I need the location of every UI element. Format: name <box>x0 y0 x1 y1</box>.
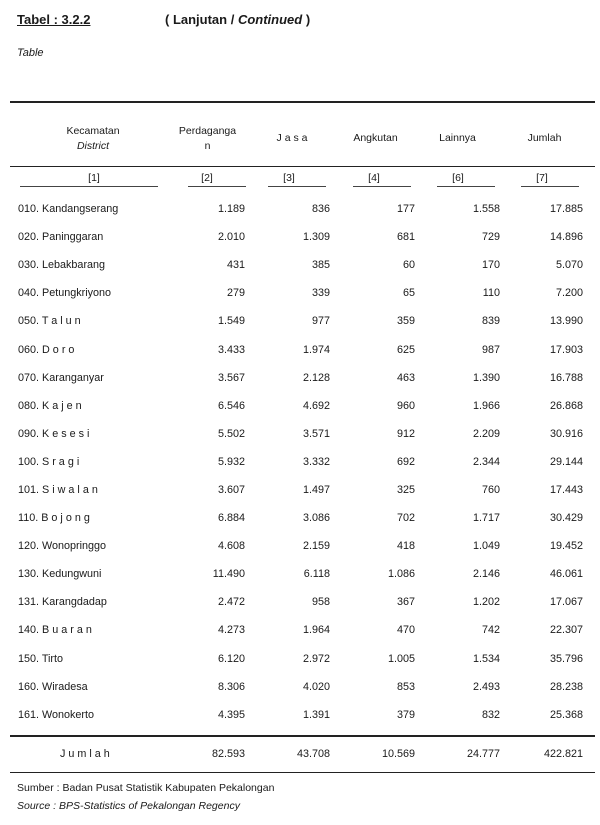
cell-c2: 1.189 <box>217 203 245 216</box>
data-table <box>18 195 583 729</box>
district-name: 160. Wiradesa <box>18 680 88 693</box>
cell-c3: 1.497 <box>302 483 330 496</box>
cell-c3: 1.964 <box>302 624 330 637</box>
cell-c7: 28.238 <box>549 680 583 693</box>
cell-c4: 177 <box>396 203 415 216</box>
cell-c3: 6.118 <box>303 568 330 581</box>
column-number-underline <box>353 186 411 187</box>
header-lainnya: Lainnya <box>439 132 476 144</box>
cell-c6: 760 <box>481 483 500 496</box>
district-name: 010. Kandangserang <box>18 203 119 216</box>
district-name: 150. Tirto <box>18 652 64 665</box>
column-number-underline <box>188 186 246 187</box>
cell-c4: 359 <box>396 315 415 328</box>
table-row <box>18 560 583 588</box>
top-rule <box>10 101 595 103</box>
cell-c4: 418 <box>396 540 415 553</box>
source-en: Source : BPS-Statistics of Pekalongan Regency <box>17 800 240 812</box>
table-row <box>18 335 583 363</box>
cell-c7: 19.452 <box>549 540 583 553</box>
district-name: 161. Wonokerto <box>18 708 95 721</box>
cell-c2: 2.472 <box>217 596 245 609</box>
cell-c7: 17.903 <box>549 343 583 356</box>
cell-c4: 325 <box>396 483 415 496</box>
table-row <box>18 476 583 504</box>
district-name: 131. Karangdadap <box>18 596 107 609</box>
district-name: 030. Lebakbarang <box>18 259 106 272</box>
cell-c3: 3.571 <box>302 427 330 440</box>
column-number-6: [6] <box>452 172 464 184</box>
table-row <box>18 251 583 279</box>
table-row <box>18 392 583 420</box>
district-name: 110. B o j o n g <box>18 512 90 525</box>
district-name: 070. Karanganyar <box>18 371 104 384</box>
cell-c6: 1.966 <box>472 399 500 412</box>
table-row <box>18 645 583 673</box>
total-jasa: 43.708 <box>296 748 330 760</box>
cell-c3: 3.086 <box>302 512 330 525</box>
cell-c6: 1.534 <box>472 652 500 665</box>
cell-c2: 3.607 <box>217 483 245 496</box>
cell-c6: 2.493 <box>472 680 500 693</box>
district-name: 050. T a l u n <box>18 315 81 328</box>
header-district: Kecamatan District <box>66 125 120 152</box>
cell-c3: 2.128 <box>302 371 330 384</box>
cell-c6: 839 <box>481 315 500 328</box>
header-perdagangan: Perdaganga n <box>178 125 237 152</box>
cell-c6: 832 <box>481 708 500 721</box>
cell-c7: 17.885 <box>549 203 583 216</box>
cell-c4: 367 <box>396 596 415 609</box>
column-number-3: [3] <box>283 172 295 184</box>
cell-c2: 4.608 <box>217 540 245 553</box>
district-name: 100. S r a g i <box>18 455 80 468</box>
cell-c4: 960 <box>396 399 415 412</box>
column-number-4: [4] <box>368 172 380 184</box>
cell-c3: 2.972 <box>302 652 330 665</box>
cell-c4: 463 <box>396 371 415 384</box>
total-label: J u m l a h <box>60 748 110 760</box>
continued-label: ( Lanjutan / Continued ) <box>165 12 311 27</box>
cell-c6: 2.146 <box>472 568 500 581</box>
cell-c2: 11.490 <box>212 568 245 581</box>
cell-c2: 2.010 <box>217 231 245 244</box>
cell-c3: 1.391 <box>302 708 330 721</box>
table-row <box>18 364 583 392</box>
cell-c4: 853 <box>396 680 415 693</box>
column-number-underline <box>20 186 158 187</box>
cell-c7: 5.070 <box>555 259 583 272</box>
cell-c3: 2.159 <box>302 540 330 553</box>
cell-c4: 625 <box>396 343 415 356</box>
cell-c2: 279 <box>226 287 245 300</box>
cell-c6: 987 <box>481 343 500 356</box>
cell-c7: 16.788 <box>549 371 583 384</box>
cell-c3: 4.692 <box>302 399 330 412</box>
district-name: 040. Petungkriyono <box>18 287 112 300</box>
header-jumlah: Jumlah <box>527 132 562 144</box>
cell-c3: 1.974 <box>302 343 330 356</box>
district-name: 090. K e s e s i <box>18 427 90 440</box>
table-number: Tabel : 3.2.2 <box>17 12 91 27</box>
cell-c7: 17.443 <box>549 483 583 496</box>
source-id: Sumber : Badan Pusat Statistik Kabupaten Pekalongan <box>17 782 275 794</box>
column-number-underline <box>437 186 495 187</box>
total-rule <box>10 735 595 737</box>
cell-c7: 30.429 <box>549 512 583 525</box>
cell-c7: 29.144 <box>549 455 583 468</box>
cell-c6: 2.344 <box>472 455 500 468</box>
cell-c7: 7.200 <box>555 287 583 300</box>
cell-c7: 30.916 <box>549 427 583 440</box>
cell-c2: 1.549 <box>217 315 245 328</box>
table-row <box>18 673 583 701</box>
column-number-1: [1] <box>88 172 100 184</box>
cell-c2: 5.502 <box>217 427 245 440</box>
cell-c3: 4.020 <box>302 680 330 693</box>
table-row <box>18 532 583 560</box>
header-rule <box>10 166 595 167</box>
cell-c4: 60 <box>402 259 415 272</box>
cell-c6: 170 <box>481 259 500 272</box>
cell-c7: 26.868 <box>549 399 583 412</box>
cell-c6: 1.049 <box>472 540 500 553</box>
cell-c6: 1.717 <box>472 512 500 525</box>
cell-c2: 6.546 <box>217 399 245 412</box>
cell-c4: 65 <box>402 287 415 300</box>
cell-c4: 1.005 <box>387 652 415 665</box>
cell-c6: 729 <box>481 231 500 244</box>
table-row <box>18 504 583 532</box>
table-row <box>18 448 583 476</box>
cell-c2: 3.567 <box>217 371 245 384</box>
cell-c6: 742 <box>481 624 500 637</box>
cell-c2: 5.932 <box>217 455 245 468</box>
table-row <box>18 616 583 644</box>
cell-c6: 2.209 <box>472 427 500 440</box>
table-row <box>18 701 583 729</box>
cell-c7: 14.896 <box>549 231 583 244</box>
district-name: 120. Wonopringgo <box>18 540 107 553</box>
cell-c7: 25.368 <box>549 708 583 721</box>
district-name: 101. S i w a l a n <box>18 483 98 496</box>
table-row <box>18 588 583 616</box>
cell-c3: 977 <box>311 315 330 328</box>
cell-c6: 110 <box>482 287 500 300</box>
cell-c3: 1.309 <box>302 231 330 244</box>
cell-c4: 692 <box>396 455 415 468</box>
cell-c4: 1.086 <box>387 568 415 581</box>
cell-c2: 4.273 <box>217 624 245 637</box>
district-name: 020. Paninggaran <box>18 231 104 244</box>
cell-c3: 385 <box>311 259 330 272</box>
cell-c4: 379 <box>396 708 415 721</box>
cell-c4: 912 <box>396 427 415 440</box>
cell-c7: 13.990 <box>549 315 583 328</box>
total-angkutan: 10.569 <box>381 748 415 760</box>
cell-c7: 17.067 <box>549 596 583 609</box>
cell-c6: 1.558 <box>472 203 500 216</box>
cell-c7: 22.307 <box>549 624 583 637</box>
district-name: 130. Kedungwuni <box>18 568 102 581</box>
cell-c2: 3.433 <box>217 343 245 356</box>
header-angkutan: Angkutan <box>353 132 398 144</box>
cell-c3: 339 <box>311 287 330 300</box>
cell-c4: 702 <box>396 512 415 525</box>
cell-c7: 46.061 <box>549 568 583 581</box>
table-row <box>18 223 583 251</box>
cell-c3: 958 <box>311 596 330 609</box>
total-jumlah: 422.821 <box>543 748 583 760</box>
district-name: 060. D o r o <box>18 343 75 356</box>
total-lainnya: 24.777 <box>466 748 500 760</box>
table-subtitle: Table <box>17 47 44 59</box>
cell-c6: 1.202 <box>472 596 500 609</box>
table-title <box>17 12 311 27</box>
cell-c2: 6.884 <box>217 512 245 525</box>
cell-c6: 1.390 <box>472 371 500 384</box>
table-row <box>18 420 583 448</box>
cell-c2: 8.306 <box>217 680 245 693</box>
column-number-underline <box>521 186 579 187</box>
column-number-2: [2] <box>201 172 213 184</box>
header-jasa: J a s a <box>276 132 308 144</box>
cell-c7: 35.796 <box>549 652 583 665</box>
column-number-7: [7] <box>536 172 548 184</box>
cell-c4: 681 <box>396 231 415 244</box>
column-number-underline <box>268 186 326 187</box>
cell-c2: 431 <box>226 259 245 272</box>
bottom-rule <box>10 772 595 773</box>
table-row <box>18 279 583 307</box>
table-row <box>18 307 583 335</box>
table-row <box>18 195 583 223</box>
total-perdagangan: 82.593 <box>211 748 245 760</box>
cell-c2: 4.395 <box>217 708 245 721</box>
district-name: 140. B u a r a n <box>18 624 92 637</box>
cell-c2: 6.120 <box>217 652 245 665</box>
cell-c3: 836 <box>311 203 330 216</box>
district-name: 080. K a j e n <box>18 399 82 412</box>
cell-c3: 3.332 <box>302 455 330 468</box>
cell-c4: 470 <box>396 624 415 637</box>
